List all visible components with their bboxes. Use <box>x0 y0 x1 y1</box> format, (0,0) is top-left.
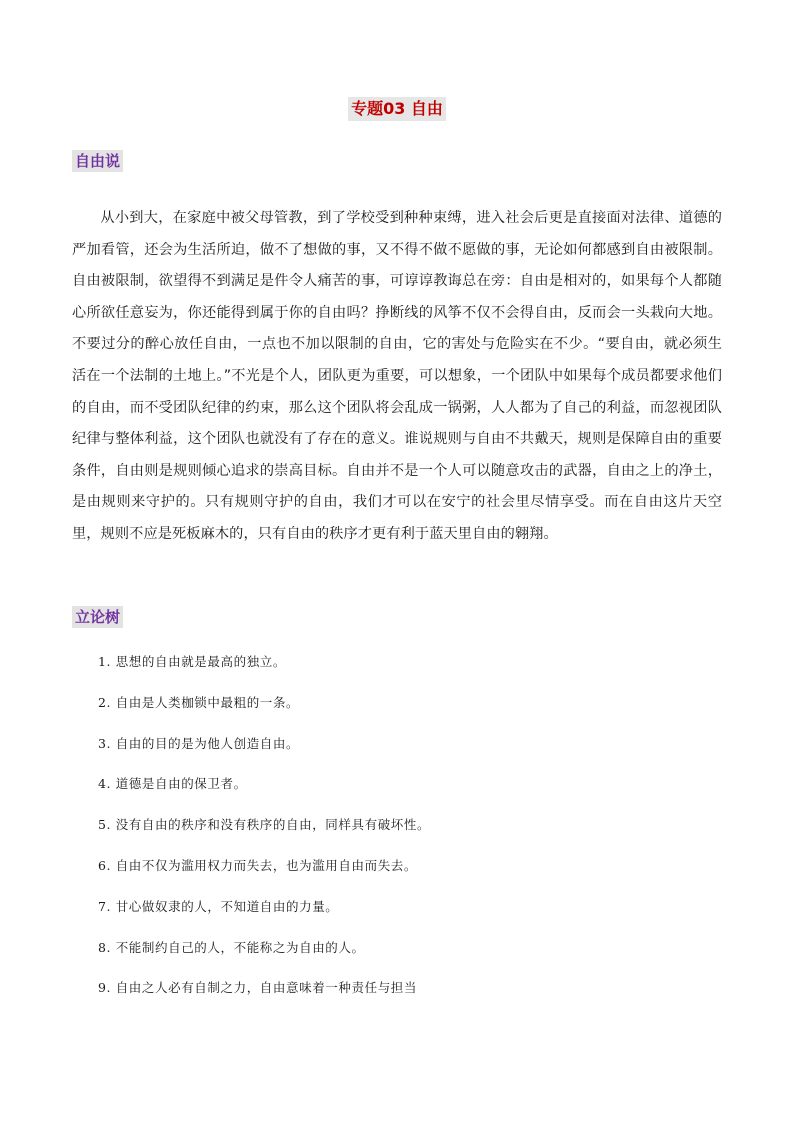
list-item: 2. 自由是人类枷锁中最粗的一条。 <box>98 694 300 710</box>
list-item: 1. 思想的自由就是最高的独立。 <box>98 654 287 669</box>
list-item: 4. 道德是自由的保卫者。 <box>98 776 247 792</box>
list-item: 8. 不能制约自己的人，不能称之为自由的人。 <box>98 939 365 955</box>
quote-list <box>98 652 718 1019</box>
section-heading-argument-tree: 立论树 <box>72 606 123 628</box>
list-item: 6. 自由不仅为滥用权力而失去，也为滥用自由而失去。 <box>98 857 418 873</box>
page-title-wrap <box>0 97 794 121</box>
list-item: 5. 没有自由的秩序和没有秩序的自由，同样具有破坏性。 <box>98 817 431 833</box>
list-item: 7. 甘心做奴隶的人，不知道自由的力量。 <box>98 898 339 914</box>
list-item: 9. 自由之人必有自制之力，自由意味着一种责任与担当 <box>98 980 418 996</box>
list-item: 3. 自由的目的是为他人创造自由。 <box>98 735 300 751</box>
section-heading-free-talk: 自由说 <box>72 150 123 172</box>
essay-paragraph: 从小到大，在家庭中被父母管教，到了学校受到种种束缚，进入社会后更是直接面对法律、道德的严加看管，还会为生活所迫，做不了想做的事，又不得不做不愿做的事，无论如何都感到自由被限制。自由被限制，欲望得不到满足是件令人痛苦的事，可谆谆教诲总在旁：自由是相对的，如果每个人都随心所欲任意妄为，你还能得到属于你的自由吗？挣断线的风筝不仅不会得自由，反而会一头栽向大地。不要过分的醉心放任自由，一点也不加以限制的自由，它的害处与危险实在不少。“要自由，就必须生活在一个法制的土地上。”不光是个人，团队更为重要，可以想象，一个团队中如果每个成员都要求他们的自由，而不受团队纪律的约束，那么这个团队将会乱成一锅粥，人人都为了自己的利益，而忽视团队纪律与整体利益，这个团队也就没有了存在的意义。谁说规则与自由不共戴天，规则是保障自由的重要条件，自由则是规则倾心追求的崇高目标。自由并不是一个人可以随意攻击的武器，自由之上的净土，是由规则来守护的。只有规则守护的自由，我们才可以在安宁的社会里尽情享受。而在自由这片天空里，规则不应是死板麻木的，只有自由的秩序才更有利于蓝天里自由的翱翔。 <box>72 210 722 542</box>
page-title: 专题03 自由 <box>348 97 446 121</box>
